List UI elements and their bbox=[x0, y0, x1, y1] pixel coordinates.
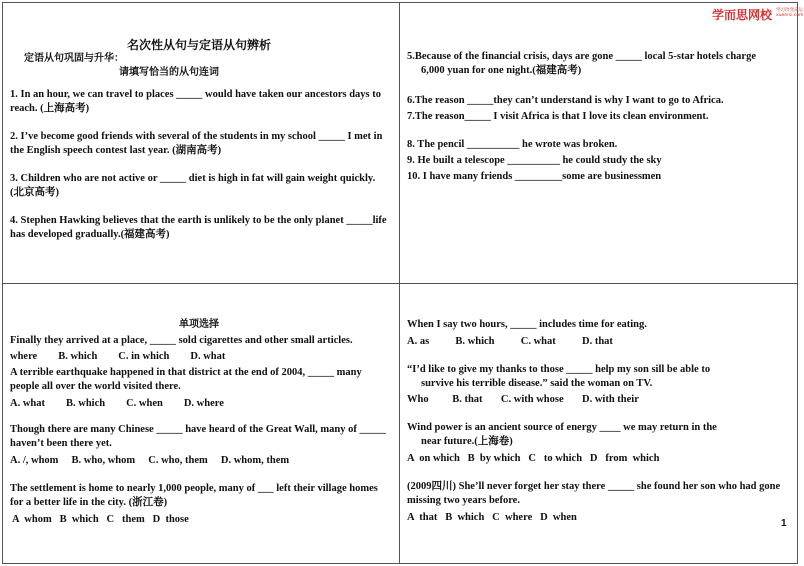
mc-options-8: A that B which C where D when bbox=[407, 512, 577, 523]
question-6: 6.The reason _____they can’t understand is why I want to go to Africa. bbox=[407, 95, 724, 106]
mc-question-8: (2009四川) She’ll never forget her stay there _____ she found her son who had gone missing two years before. bbox=[407, 481, 781, 506]
logo-tagline: 学习改变命运 xueersi.com bbox=[776, 8, 804, 18]
question-8: 8. The pencil __________ he wrote was broken. bbox=[407, 139, 618, 150]
mc-options-1: where B. which C. in which D. what bbox=[10, 351, 226, 362]
question-2: 2. I’ve become good friends with several of the students in my school _____ I met in the English speech contest last year. (湖南高考) bbox=[10, 131, 383, 156]
question-4: 4. Stephen Hawking believes that the earth is unlikely to be the only planet _____life has developed gradually.(福建高考) bbox=[10, 215, 387, 240]
mc-question-1: Finally they arrived at a place, _____ sold cigarettes and other small articles. bbox=[10, 335, 353, 346]
question-1: 1. In an hour, we can travel to places _____ would have taken our ancestors days to reach. (上海高考) bbox=[10, 89, 382, 114]
mc-question-7-cont: near future.(上海卷) bbox=[421, 436, 513, 447]
mc-options-7: A on which B by which C to which D from which bbox=[407, 453, 660, 464]
question-9: 9. He built a telescope __________ he could study the sky bbox=[407, 155, 662, 166]
mc-question-4: The settlement is home to nearly 1,000 people, many of ___ left their village homes for a better life in the city. (浙江卷) bbox=[10, 483, 378, 508]
question-5-cont: 6,000 yuan for one night.(福建高考) bbox=[421, 65, 582, 76]
mc-options-5: A. as B. which C. what D. that bbox=[407, 336, 613, 347]
panel-bottom-left bbox=[10, 318, 388, 527]
section-subtitle: 定语从句巩固与升华： bbox=[24, 53, 124, 64]
mc-question-3: Though there are many Chinese _____ have heard of the Great Wall, many of _____ haven’t been there yet. bbox=[10, 424, 386, 449]
logo-text: 学而思网校 bbox=[712, 8, 773, 22]
panel-top-right bbox=[407, 50, 792, 184]
mc-question-6: “I’d like to give my thanks to those _____ help my son sill be able to bbox=[407, 364, 711, 375]
page-number: 1 bbox=[781, 518, 787, 529]
mc-question-7: Wind power is an ancient source of energy ____ we may return in the bbox=[407, 422, 717, 433]
question-3: 3. Children who are not active or _____ diet is high in fat will gain weight quickly. (北京高考) bbox=[10, 173, 376, 198]
mc-question-2: A terrible earthquake happened in that district at the end of 2004, _____ many people all over the world visited there. bbox=[10, 367, 362, 392]
section-heading: 单项选择 bbox=[179, 319, 219, 330]
question-10: 10. I have many friends _________some are businessmen bbox=[407, 171, 662, 182]
panel-top-left bbox=[10, 52, 388, 242]
question-7: 7.The reason_____ I visit Africa is that I love its clean environment. bbox=[407, 111, 709, 122]
panel-divider-horizontal bbox=[2, 283, 798, 284]
mc-options-3: A. /, whom B. who, whom C. who, them D. whom, them bbox=[10, 455, 290, 466]
page-title: 名次性从句与定语从句辨析 bbox=[126, 38, 271, 52]
mc-question-5: When I say two hours, _____ includes time for eating. bbox=[407, 319, 647, 330]
mc-options-6: Who B. that C. with whose D. with their bbox=[407, 394, 639, 405]
mc-question-6-cont: survive his terrible disease.” said the woman on TV. bbox=[421, 378, 653, 389]
mc-options-2: A. what B. which C. when D. where bbox=[10, 398, 224, 409]
instruction-text: 请填写恰当的从句连词 bbox=[119, 67, 219, 78]
mc-options-4: A whom B which C them D those bbox=[10, 514, 189, 525]
panel-bottom-right bbox=[407, 318, 787, 525]
brand-logo bbox=[712, 6, 804, 28]
question-5: 5.Because of the financial crisis, days are gone _____ local 5-star hotels charge bbox=[407, 51, 756, 62]
